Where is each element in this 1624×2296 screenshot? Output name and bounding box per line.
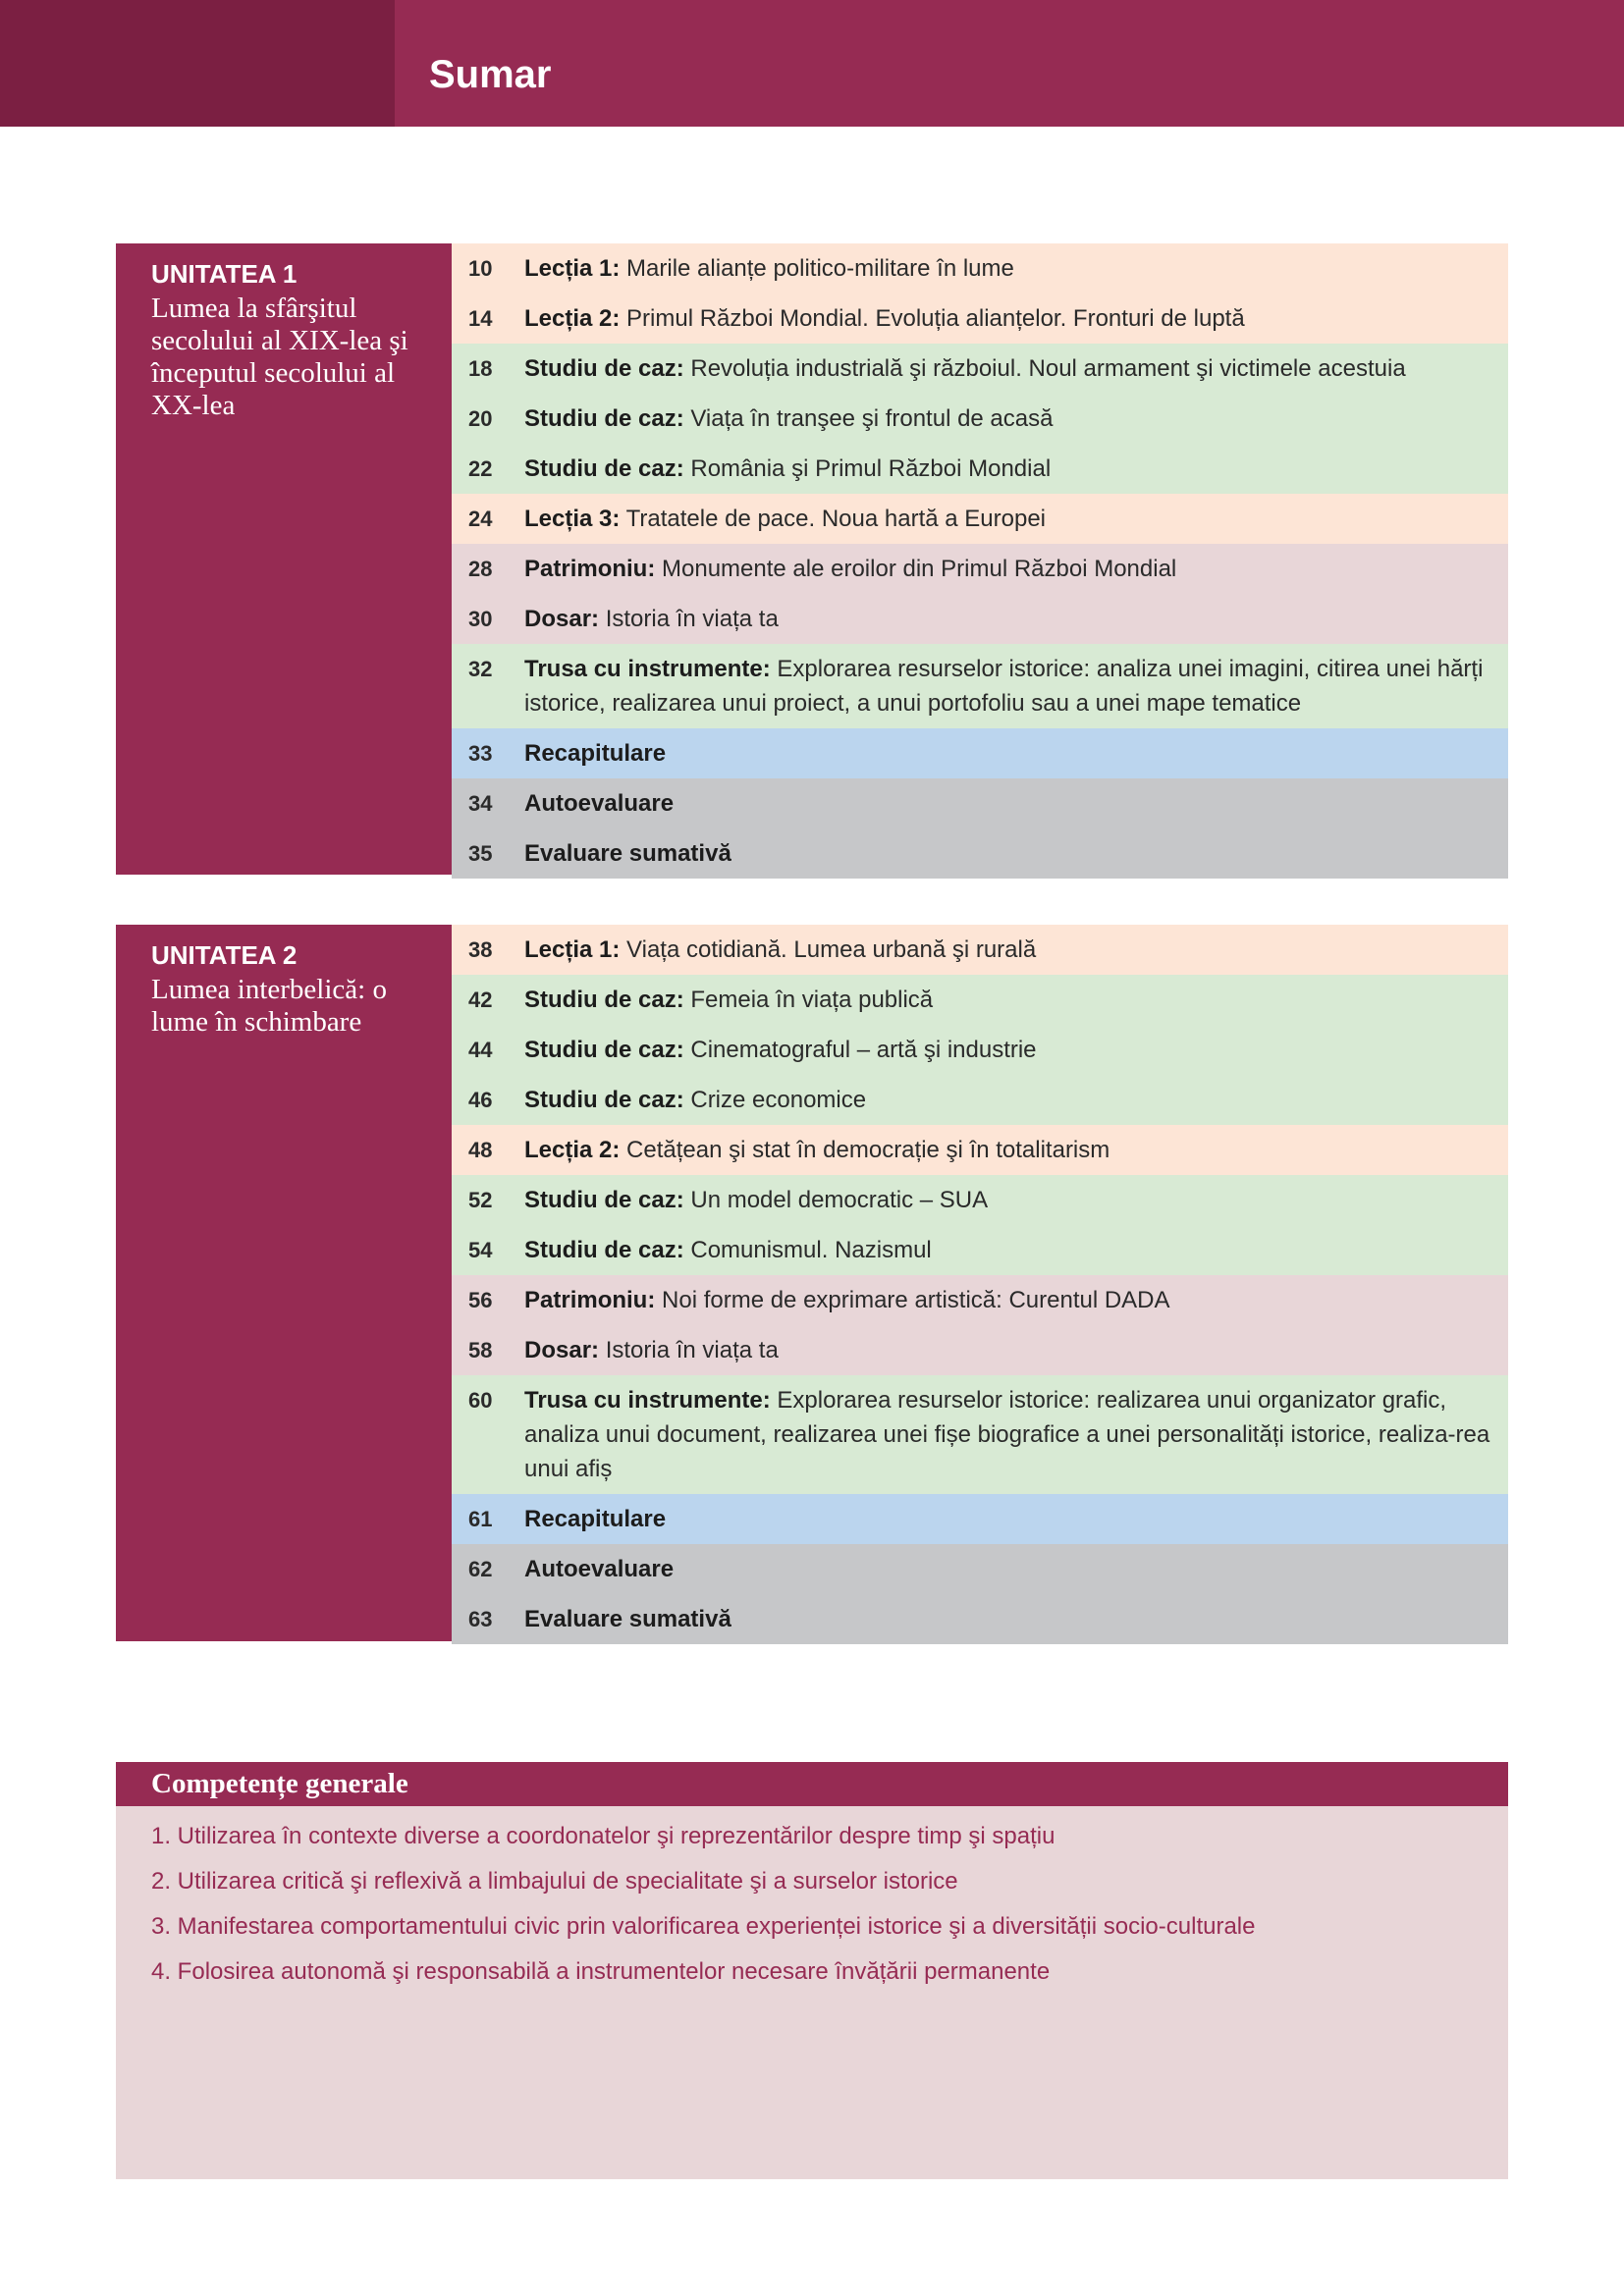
toc-row[interactable] — [452, 1375, 1508, 1494]
entry-title — [524, 1133, 1496, 1167]
entry-title — [524, 652, 1496, 721]
entry-title — [524, 836, 1496, 871]
page-number: 42 — [468, 988, 493, 1012]
unit-1-contents — [452, 243, 1508, 879]
entry-title — [524, 452, 1496, 486]
competences-box — [116, 1762, 1508, 2179]
page-number: 28 — [468, 557, 493, 581]
toc-row[interactable] — [452, 243, 1508, 294]
page-number: 62 — [468, 1557, 493, 1581]
competences-list — [116, 1806, 1508, 1995]
entry-text: Noi forme de exprimare artistică: Curentul DADA — [655, 1287, 1170, 1313]
toc-row[interactable] — [452, 1175, 1508, 1225]
unit-2-title: Lumea interbelică: o lume în schimbare — [151, 974, 387, 1038]
unit-2-block — [116, 925, 1508, 1641]
entry-text: Explorarea resurselor istorice: analiza unei imagini, citirea unei hărți istorice, realizarea unui proiect, a unui portofoliu sau a unei mape tematice — [524, 656, 1484, 717]
entry-type: Lecția 2: — [524, 305, 621, 332]
page-number: 48 — [468, 1138, 493, 1162]
page-number: 33 — [468, 741, 493, 766]
entry-type: Autoevaluare — [524, 790, 675, 817]
page-number: 44 — [468, 1038, 493, 1062]
entry-type: Dosar: — [524, 1337, 600, 1363]
entry-title — [524, 401, 1496, 436]
page-number: 56 — [468, 1288, 493, 1312]
entry-text: Viața în tranşee şi frontul de acasă — [683, 405, 1054, 432]
page-number: 34 — [468, 791, 493, 816]
entry-text: Femeia în viața publică — [683, 987, 934, 1013]
toc-row[interactable] — [452, 644, 1508, 728]
entry-text: Explorarea resurselor istorice: realizarea unui organizator grafic, analiza unui document, realizarea unei fișe biografice a unei personalități istorice, realiza-rea unui afiș — [524, 1387, 1490, 1482]
entry-text: Istoria în viața ta — [599, 606, 779, 632]
toc-row[interactable] — [452, 394, 1508, 444]
toc-row[interactable] — [452, 778, 1508, 828]
unit-1-title: Lumea la sfârşitul secolului al XIX-lea şi începutul secolului al XX-lea — [151, 293, 408, 421]
page-number: 52 — [468, 1188, 493, 1212]
entry-type: Studiu de caz: — [524, 455, 684, 482]
toc-row[interactable] — [452, 728, 1508, 778]
entry-type: Lecția 2: — [524, 1137, 621, 1163]
toc-row[interactable] — [452, 1275, 1508, 1325]
entry-title — [524, 1602, 1496, 1636]
page-number: 54 — [468, 1238, 493, 1262]
toc-row[interactable] — [452, 294, 1508, 344]
entry-title — [524, 1283, 1496, 1317]
competence-item: 3. Manifestarea comportamentului civic prin valorificarea experienței istorice şi a diversității socio-culturale — [151, 1913, 1256, 1940]
entry-type: Evaluare sumativă — [524, 840, 731, 867]
entry-text: România şi Primul Război Mondial — [683, 455, 1052, 482]
unit-2-label: UNITATEA 2 — [151, 940, 298, 970]
entry-title — [524, 301, 1496, 336]
toc-row[interactable] — [452, 975, 1508, 1025]
entry-type: Studiu de caz: — [524, 1087, 684, 1113]
entry-text: Comunismul. Nazismul — [683, 1237, 932, 1263]
toc-row[interactable] — [452, 1125, 1508, 1175]
entry-title — [524, 1552, 1496, 1586]
unit-2-contents — [452, 925, 1508, 1644]
entry-text: Un model democratic – SUA — [683, 1187, 989, 1213]
unit-1-label: UNITATEA 1 — [151, 259, 298, 289]
unit-2-sidebar — [116, 925, 452, 1641]
page-number: 30 — [468, 607, 493, 631]
page-number: 58 — [468, 1338, 493, 1362]
entry-type: Trusa cu instrumente: — [524, 1387, 771, 1414]
entry-type: Patrimoniu: — [524, 1287, 656, 1313]
entry-type: Evaluare sumativă — [524, 1606, 731, 1632]
page-title: Sumar — [429, 53, 552, 96]
entry-text: Monumente ale eroilor din Primul Război Mondial — [655, 556, 1177, 582]
toc-row[interactable] — [452, 1225, 1508, 1275]
entry-type: Lecția 3: — [524, 506, 621, 532]
page-number: 24 — [468, 507, 493, 531]
entry-title — [524, 1233, 1496, 1267]
competence-item: 4. Folosirea autonomă şi responsabilă a instrumentelor necesare învățării permanente — [151, 1958, 1051, 1985]
entry-text: Tratatele de pace. Noua hartă a Europei — [620, 506, 1046, 532]
entry-title — [524, 1502, 1496, 1536]
page-number: 61 — [468, 1507, 493, 1531]
entry-text: Cinematograful – artă şi industrie — [683, 1037, 1037, 1063]
competence-item: 2. Utilizarea critică şi reflexivă a limbajului de specialitate şi a surselor istorice — [151, 1868, 958, 1895]
toc-row[interactable] — [452, 594, 1508, 644]
unit-1-block — [116, 243, 1508, 875]
header-accent-block — [0, 0, 395, 127]
entry-type: Studiu de caz: — [524, 987, 684, 1013]
entry-text: Revoluția industrială şi războiul. Noul armament şi victimele acestuia — [683, 355, 1406, 382]
toc-row[interactable] — [452, 1494, 1508, 1544]
entry-type: Trusa cu instrumente: — [524, 656, 771, 682]
entry-title — [524, 1183, 1496, 1217]
competence-item: 1. Utilizarea în contexte diverse a coordonatelor şi reprezentărilor despre timp şi spațiu — [151, 1823, 1056, 1849]
entry-title — [524, 1333, 1496, 1367]
entry-title — [524, 552, 1496, 586]
toc-row[interactable] — [452, 925, 1508, 975]
page-number: 46 — [468, 1088, 493, 1112]
entry-text: Istoria în viața ta — [599, 1337, 779, 1363]
toc-row[interactable] — [452, 1594, 1508, 1644]
competences-title: Competențe generale — [151, 1768, 408, 1799]
entry-title — [524, 786, 1496, 821]
toc-row[interactable] — [452, 1325, 1508, 1375]
toc-row[interactable] — [452, 544, 1508, 594]
unit-1-sidebar — [116, 243, 452, 875]
toc-row[interactable] — [452, 1075, 1508, 1125]
page-number: 60 — [468, 1388, 493, 1413]
page-number: 38 — [468, 937, 493, 962]
toc-row[interactable] — [452, 494, 1508, 544]
entry-title — [524, 933, 1496, 967]
toc-row[interactable] — [452, 828, 1508, 879]
entry-type: Recapitulare — [524, 740, 667, 767]
entry-text: Cetățean şi stat în democrație şi în totalitarism — [620, 1137, 1110, 1163]
entry-type: Studiu de caz: — [524, 355, 684, 382]
entry-text: Crize economice — [683, 1087, 867, 1113]
page-number: 22 — [468, 456, 493, 481]
entry-title — [524, 602, 1496, 636]
toc-row[interactable] — [452, 444, 1508, 494]
entry-type: Recapitulare — [524, 1506, 667, 1532]
entry-title — [524, 1033, 1496, 1067]
entry-type: Studiu de caz: — [524, 1037, 684, 1063]
page-number: 35 — [468, 841, 493, 866]
entry-title — [524, 251, 1496, 286]
entry-title — [524, 983, 1496, 1017]
page-number: 63 — [468, 1607, 493, 1631]
entry-type: Studiu de caz: — [524, 1187, 684, 1213]
entry-type: Dosar: — [524, 606, 600, 632]
toc-row[interactable] — [452, 1025, 1508, 1075]
entry-type: Studiu de caz: — [524, 1237, 684, 1263]
page-number: 14 — [468, 306, 493, 331]
page-number: 32 — [468, 657, 493, 681]
entry-type: Lecția 1: — [524, 936, 621, 963]
entry-type: Lecția 1: — [524, 255, 621, 282]
competences-header — [116, 1762, 1508, 1806]
entry-text: Primul Război Mondial. Evoluția alianțelor. Fronturi de luptă — [620, 305, 1245, 332]
entry-type: Autoevaluare — [524, 1556, 675, 1582]
entry-type: Studiu de caz: — [524, 405, 684, 432]
entry-title — [524, 502, 1496, 536]
page-header — [0, 0, 1624, 127]
entry-text: Marile alianțe politico-militare în lume — [620, 255, 1014, 282]
entry-title — [524, 351, 1496, 386]
page-number: 18 — [468, 356, 493, 381]
toc-row[interactable] — [452, 344, 1508, 394]
entry-text: Viața cotidiană. Lumea urbană şi rurală — [620, 936, 1037, 963]
entry-title — [524, 1383, 1496, 1486]
entry-title — [524, 736, 1496, 771]
page-number: 20 — [468, 406, 493, 431]
page-number: 10 — [468, 256, 493, 281]
toc-row[interactable] — [452, 1544, 1508, 1594]
entry-type: Patrimoniu: — [524, 556, 656, 582]
entry-title — [524, 1083, 1496, 1117]
